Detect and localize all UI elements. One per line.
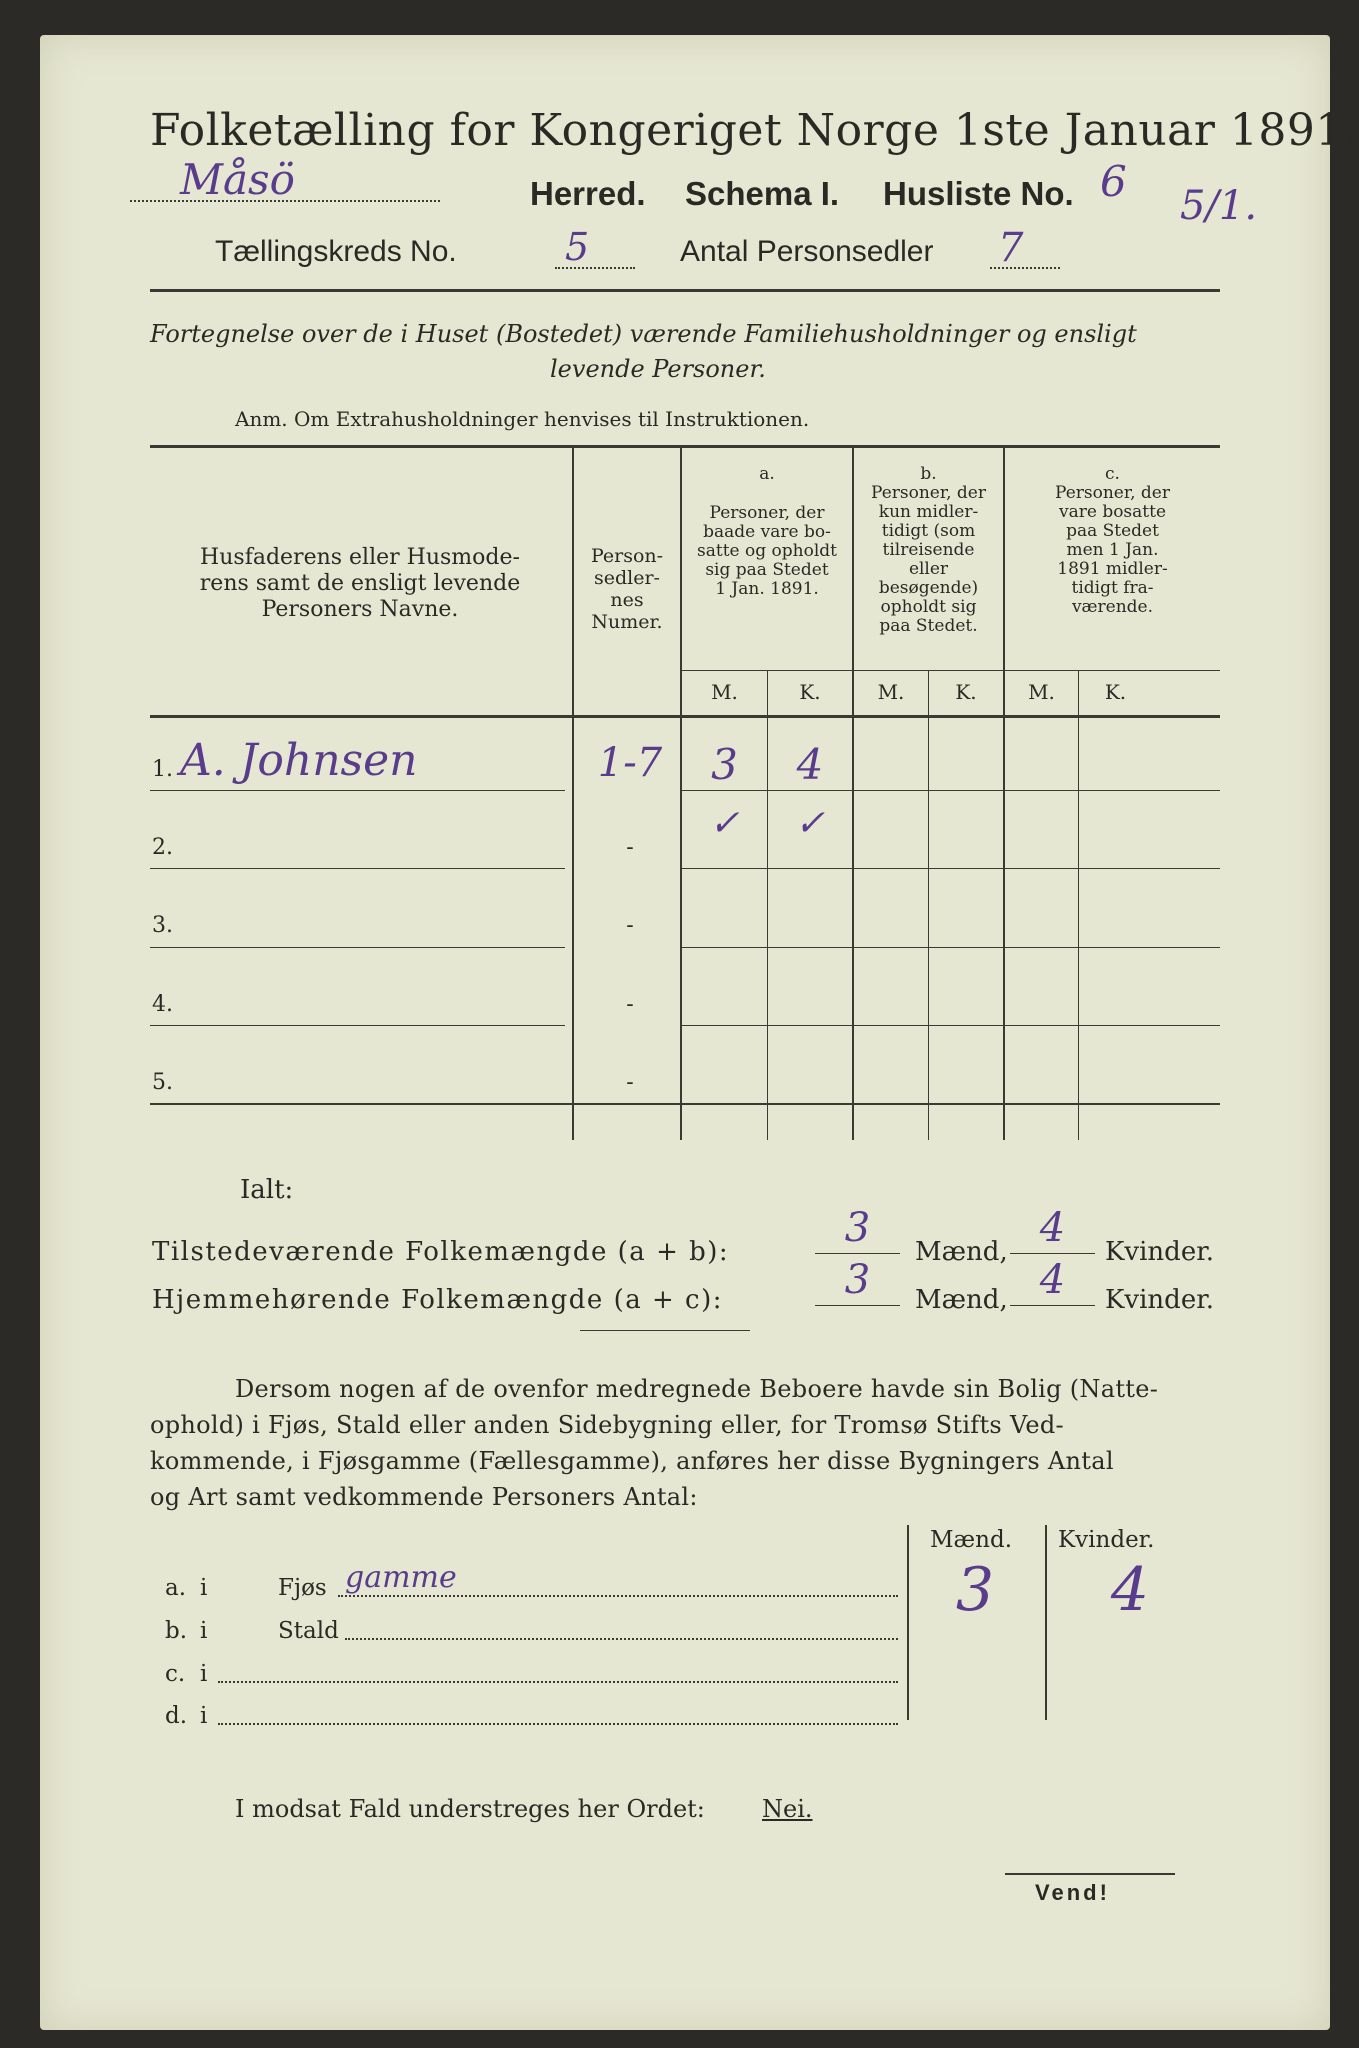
totals-line1-k-rule [1010, 1253, 1095, 1254]
paragraph-line2: ophold) i Fjøs, Stald eller anden Sidebygning eller, for Tromsø Stifts Ved- [150, 1411, 1064, 1439]
col-a-header-line: baade vare bo- [703, 522, 831, 542]
col-a-header-line: satte og opholdt [697, 541, 837, 561]
totals-line2-k-rule [1010, 1305, 1095, 1306]
col-c-header-line: Personer, der [1055, 483, 1170, 503]
antal-label: Antal Personsedler [680, 235, 934, 268]
col-num-header-line: Numer. [591, 611, 663, 633]
row-line [150, 947, 565, 948]
col-b-header-line: tilreisende [882, 540, 975, 560]
husliste-value: 6 [1100, 157, 1127, 206]
section-divider [580, 1330, 750, 1331]
totals-line1-kvinder: Kvinder. [1105, 1237, 1215, 1267]
building-row-dotline [345, 1638, 898, 1640]
b-k-label: K. [955, 680, 977, 704]
totals-line2-m: 3 [844, 1257, 871, 1303]
row-a-m: 3 [711, 740, 738, 789]
row-line [680, 790, 1220, 791]
col-num-header-line: sedler- [594, 567, 660, 589]
ialt-label: Ialt: [240, 1175, 294, 1205]
mk-rule [680, 670, 1220, 671]
intro-line2: levende Personer. [550, 355, 766, 383]
row-a-k: 4 [796, 740, 824, 789]
herred-label: Herred. [530, 175, 646, 212]
schema-label: Schema I. [685, 175, 840, 212]
totals-line1-m-rule [815, 1253, 900, 1254]
row-sedler: 1-7 [597, 740, 663, 786]
col-names-header-line: Personers Navne. [261, 597, 459, 622]
census-form-page [40, 35, 1359, 2030]
margin-note: 5/1. [1180, 183, 1258, 229]
row-number: 3. [152, 913, 173, 938]
buildings-vline-left [907, 1525, 909, 1720]
building-row-dotline [218, 1723, 898, 1725]
building-row-letter: d. [165, 1703, 188, 1729]
antal-dotline [990, 267, 1060, 269]
totals-line2-maend: Mænd, [915, 1285, 1008, 1315]
col-c-header-line: vare bosatte [1058, 502, 1167, 522]
row-line [150, 790, 565, 791]
building-row-i: i [200, 1618, 208, 1644]
col-b-header-line: opholdt sig [880, 597, 977, 617]
col-names-header [160, 545, 560, 623]
totals-line2-m-rule [815, 1305, 900, 1306]
totals-line1-m: 3 [844, 1205, 871, 1251]
nei-word: Nei. [762, 1795, 813, 1823]
building-row-label: Stald [278, 1618, 339, 1644]
row-line [680, 947, 1220, 948]
b-m-label: M. [877, 680, 905, 704]
col-names-header-line: rens samt de ensligt levende [199, 571, 521, 596]
row-line [680, 868, 1220, 869]
col-num-header-line: nes [610, 589, 644, 611]
building-row-letter: c. [165, 1661, 186, 1687]
building-row-letter: a. [165, 1575, 187, 1601]
buildings-maend-value: 3 [955, 1555, 995, 1625]
col-a-header-line: 1 Jan. 1891. [715, 579, 819, 599]
row-number: 1. [152, 757, 173, 782]
col-c-header [1005, 465, 1220, 617]
totals-line2-kvinder: Kvinder. [1105, 1285, 1215, 1315]
building-row-dotline [218, 1681, 898, 1683]
col-c-header-line: men 1 Jan. [1066, 540, 1159, 560]
building-row-i: i [200, 1703, 208, 1729]
a-k-label: K. [799, 680, 821, 704]
col-c-header-line: paa Stedet [1066, 521, 1159, 541]
col-a-header-line: sig paa Stedet [705, 560, 829, 580]
row-sedler: - [626, 992, 634, 1017]
col-num-header [574, 545, 680, 633]
kreds-label: Tællingskreds No. [215, 235, 457, 268]
buildings-maend-header: Mænd. [930, 1527, 1013, 1553]
herred-value: Måsö [180, 155, 295, 204]
intro-line1: Fortegnelse over de i Huset (Bostedet) værende Familiehusholdninger og ensligt [150, 320, 1137, 348]
col-num-header-line: Person- [590, 545, 664, 567]
col-c-header-line: værende. [1071, 597, 1154, 617]
totals-line2-k: 4 [1039, 1257, 1066, 1303]
table-bottom-rule [150, 1103, 1220, 1105]
row-line [150, 1025, 565, 1026]
building-row-label: Fjøs [278, 1575, 327, 1601]
kreds-value: 5 [565, 225, 590, 269]
col-b-header-line: besøgende) [878, 578, 979, 598]
vend-label: Vend! [1035, 1880, 1110, 1905]
kreds-dotline [555, 267, 635, 269]
building-row-hand: gamme [345, 1560, 457, 1595]
building-row-i: i [200, 1575, 208, 1601]
col-c-header-line: tidigt fra- [1071, 578, 1154, 598]
col-b-letter: b. [920, 464, 937, 484]
row-sedler: - [626, 835, 634, 860]
col-c-header-line: 1891 midler- [1057, 559, 1168, 579]
row-number: 2. [152, 835, 173, 860]
paragraph-line4: og Art samt vedkommende Personers Antal: [150, 1483, 698, 1511]
col-c-letter: c. [1105, 464, 1120, 484]
row-line [150, 868, 565, 869]
header-rule [150, 289, 1220, 292]
paragraph-line1: Dersom nogen af de ovenfor medregnede Beboere havde sin Bolig (Natte- [235, 1375, 1159, 1403]
col-b-header [854, 465, 1003, 636]
col-b-header-line: kun midler- [878, 502, 979, 522]
paragraph-line3: kommende, i Fjøsgamme (Fællesgamme), anføres her disse Bygningers Antal [150, 1447, 1114, 1475]
vend-rule [1005, 1873, 1175, 1875]
col-a-letter: a. [759, 464, 775, 484]
table-top-rule [150, 445, 1220, 448]
col-b-header-line: eller [908, 559, 949, 579]
row-line [680, 1025, 1220, 1026]
c-k-label: K. [1104, 680, 1127, 704]
modsat-label: I modsat Fald understreges her Ordet: [235, 1795, 705, 1823]
row-sedler: - [626, 1070, 634, 1095]
vline-b-mk [928, 670, 929, 1140]
col-b-header-line: paa Stedet. [879, 616, 978, 636]
row-name: A. Johnsen [180, 735, 418, 786]
col-a-header [682, 465, 852, 599]
row-a-k: ✓ [794, 803, 826, 844]
col-names-header-line: Husfaderens eller Husmode- [200, 545, 520, 570]
row-sedler: - [626, 913, 634, 938]
totals-line1-maend: Mænd, [915, 1237, 1008, 1267]
col-b-header-line: tidigt (som [881, 521, 976, 541]
row-a-m: ✓ [709, 803, 740, 844]
building-row-dotline [338, 1595, 898, 1597]
form-title: Folketælling for Kongeriget Norge 1ste Januar 1891. [150, 105, 1359, 156]
col-b-header-line: Personer, der [871, 483, 986, 503]
col-a-header-line: Personer, der [709, 503, 825, 523]
buildings-kvinder-value: 4 [1110, 1555, 1150, 1625]
totals-line1-label: Tilstedeværende Folkemængde (a + b): [152, 1237, 730, 1267]
building-row-letter: b. [165, 1618, 188, 1644]
buildings-vline-mid [1045, 1525, 1047, 1720]
buildings-kvinder-header: Kvinder. [1058, 1527, 1155, 1553]
intro-anm: Anm. Om Extrahusholdninger henvises til Instruktionen. [235, 407, 810, 431]
husliste-label: Husliste No. [883, 175, 1074, 212]
c-m-label: M. [1028, 680, 1055, 704]
row-number: 4. [152, 992, 173, 1017]
row-number: 5. [152, 1070, 173, 1095]
antal-value: 7 [998, 225, 1024, 271]
table-header-bottom-rule [150, 715, 1220, 718]
building-row-i: i [200, 1661, 208, 1687]
totals-line2-label: Hjemmehørende Folkemængde (a + c): [152, 1285, 723, 1315]
vline-c-mk [1078, 670, 1079, 1140]
a-m-label: M. [711, 680, 738, 704]
totals-line1-k: 4 [1039, 1205, 1066, 1251]
